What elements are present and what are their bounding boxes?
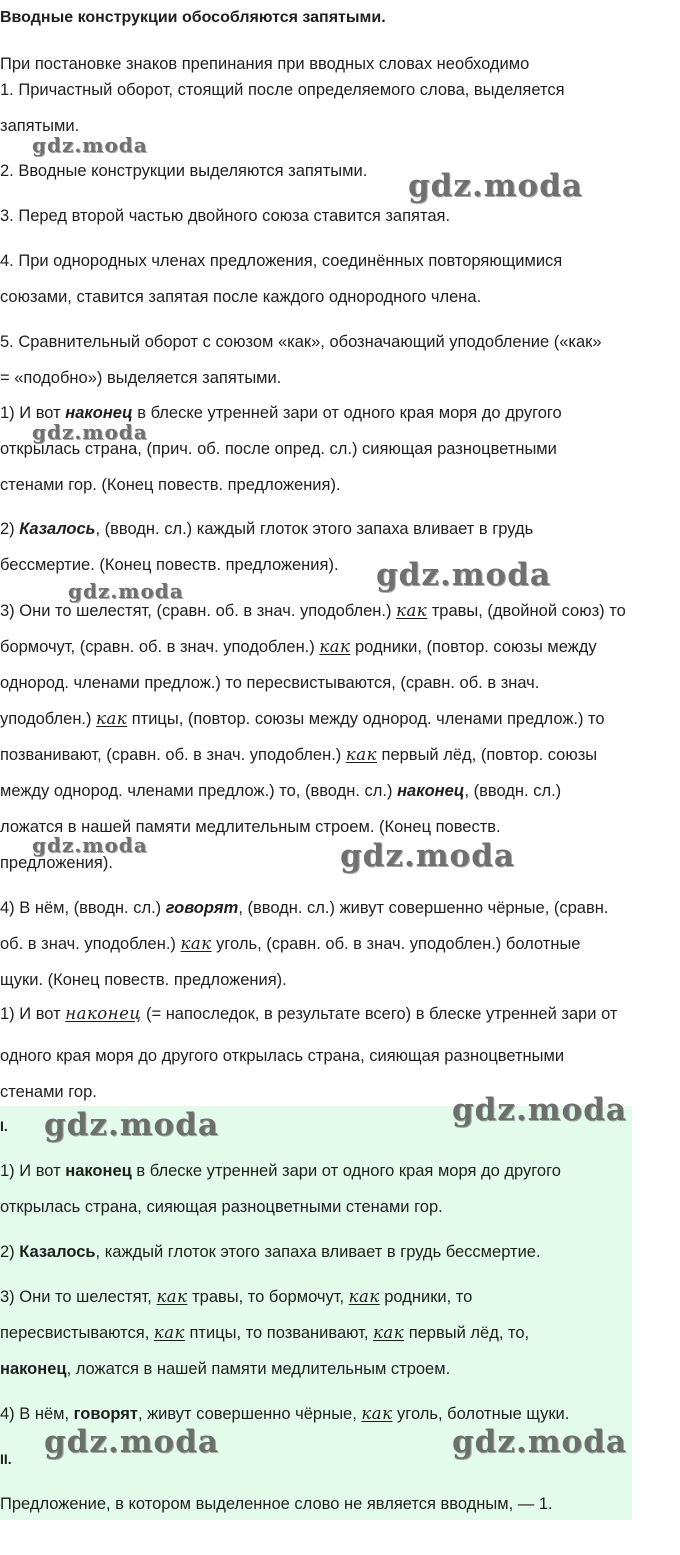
section-1-s3-line-1: 3) Они то шелестят, как травы, то бормочут, как родники, то [0, 1287, 473, 1306]
watermark-logo: gdz.moda [340, 838, 515, 874]
section-1-s1-line-1: 1) И вот наконец в блеске утренней зари от одного края моря до другого [0, 1162, 561, 1180]
analysis-3-line-3: однород. членами предлож.) то пересвистываются, (сравн. об. в знач. [0, 674, 540, 692]
analysis-3-line-4: уподоблен.) как птицы, (повтор. союзы между однород. членами предлож.) то [0, 709, 605, 728]
keyword-kazalos: Казалось [19, 520, 96, 538]
rule-5-cont: = «подобно») выделяется запятыми. [0, 369, 282, 387]
keyword-nakonets: наконец [65, 404, 133, 422]
analysis-3-line-7: ложатся в нашей памяти медлительным строем. (Конец повеств. [0, 818, 501, 836]
watermark-logo: gdz.moda [32, 133, 148, 157]
watermark-logo: gdz.moda [452, 1424, 627, 1460]
analysis-1-line-1: 1) И вот наконец в блеске утренней зари от одного края моря до другого [0, 404, 562, 422]
meaning-line-1: 1) И вот наконец (= напоследок, в результате всего) в блеске утренней зари от [0, 1004, 618, 1023]
watermark-logo: gdz.moda [44, 1107, 219, 1143]
section-2-answer: Предложение, в котором выделенное слово не является вводным, — 1. [0, 1495, 553, 1513]
watermark-logo: gdz.moda [408, 168, 583, 204]
analysis-4-line-3: щуки. (Конец повеств. предложения). [0, 971, 287, 989]
analysis-4-line-1: 4) В нём, (вводн. сл.) говорят, (вводн. сл.) живут совершенно чёрные, (сравн. [0, 899, 609, 917]
watermark-logo: gdz.moda [32, 420, 148, 444]
analysis-3-line-6: между однород. членами предлож.) то, (вводн. сл.) наконец, (вводн. сл.) [0, 782, 562, 800]
watermark-logo: gdz.moda [68, 579, 184, 603]
rule-4: 4. При однородных членах предложения, соединённых повторяющимися [0, 252, 563, 270]
section-2-label: II. [0, 1451, 12, 1467]
section-1-s3-line-3: наконец, ложатся в нашей памяти медлительным строем. [0, 1360, 451, 1378]
meaning-line-3: стенами гор. [0, 1083, 97, 1101]
analysis-3-line-1: 3) Они то шелестят, (сравн. об. в знач. уподоблен.) как травы, (двойной союз) то [0, 601, 626, 620]
analysis-3-line-2: бормочут, (сравн. об. в знач. уподоблен.) как родники, (повтор. союзы между [0, 637, 597, 656]
analysis-2-line-2: бессмертие. (Конец повеств. предложения). [0, 556, 339, 574]
intro-text: При постановке знаков препинания при вводных словах необходимо [0, 55, 530, 73]
keyword-govoryat: говорят [165, 899, 239, 917]
analysis-4-line-2: об. в знач. уподоблен.) как уголь, (сравн. об. в знач. уподоблен.) болотные [0, 934, 581, 953]
section-1-label: I. [0, 1118, 8, 1134]
page-title: Вводные конструкции обособляются запятыми. [0, 9, 386, 26]
analysis-3-line-8: предложения). [0, 854, 113, 872]
analysis-1-line-3: стенами гор. (Конец повеств. предложения). [0, 476, 341, 494]
analysis-2-line-1: 2) Казалось, (вводн. сл.) каждый глоток этого запаха вливает в грудь [0, 520, 534, 538]
meaning-line-2: одного края моря до другого открылась страна, сияющая разноцветными [0, 1047, 565, 1065]
section-1-s2: 2) Казалось, каждый глоток этого запаха вливает в грудь бессмертие. [0, 1243, 541, 1261]
watermark-logo: gdz.moda [452, 1092, 627, 1128]
analysis-3-line-5: позванивают, (сравн. об. в знач. уподоблен.) как первый лёд, (повтор. союзы [0, 745, 598, 764]
rule-5: 5. Сравнительный оборот с союзом «как», обозначающий уподобление («как» [0, 333, 602, 351]
analysis-1-line-2: открылась страна, (прич. об. после опред. сл.) сияющая разноцветными [0, 440, 557, 458]
watermark-logo: gdz.moda [32, 833, 148, 857]
section-1-s4: 4) В нём, говорят, живут совершенно чёрные, как уголь, болотные щуки. [0, 1404, 570, 1423]
section-1-s3-line-2: пересвистываются, как птицы, то позванивают, как первый лёд, то, [0, 1323, 530, 1342]
rule-2: 2. Вводные конструкции выделяются запятыми. [0, 162, 368, 180]
rule-4-cont: союзами, ставится запятая после каждого однородного члена. [0, 288, 482, 306]
watermark-logo: gdz.moda [376, 557, 551, 593]
rule-1-cont: запятыми. [0, 117, 80, 135]
rule-3: 3. Перед второй частью двойного союза ставится запятая. [0, 207, 451, 225]
section-1-s1-line-2: открылась страна, сияющая разноцветными стенами гор. [0, 1198, 443, 1216]
watermark-logo: gdz.moda [44, 1424, 219, 1460]
rule-1: 1. Причастный оборот, стоящий после определяемого слова, выделяется [0, 81, 565, 99]
